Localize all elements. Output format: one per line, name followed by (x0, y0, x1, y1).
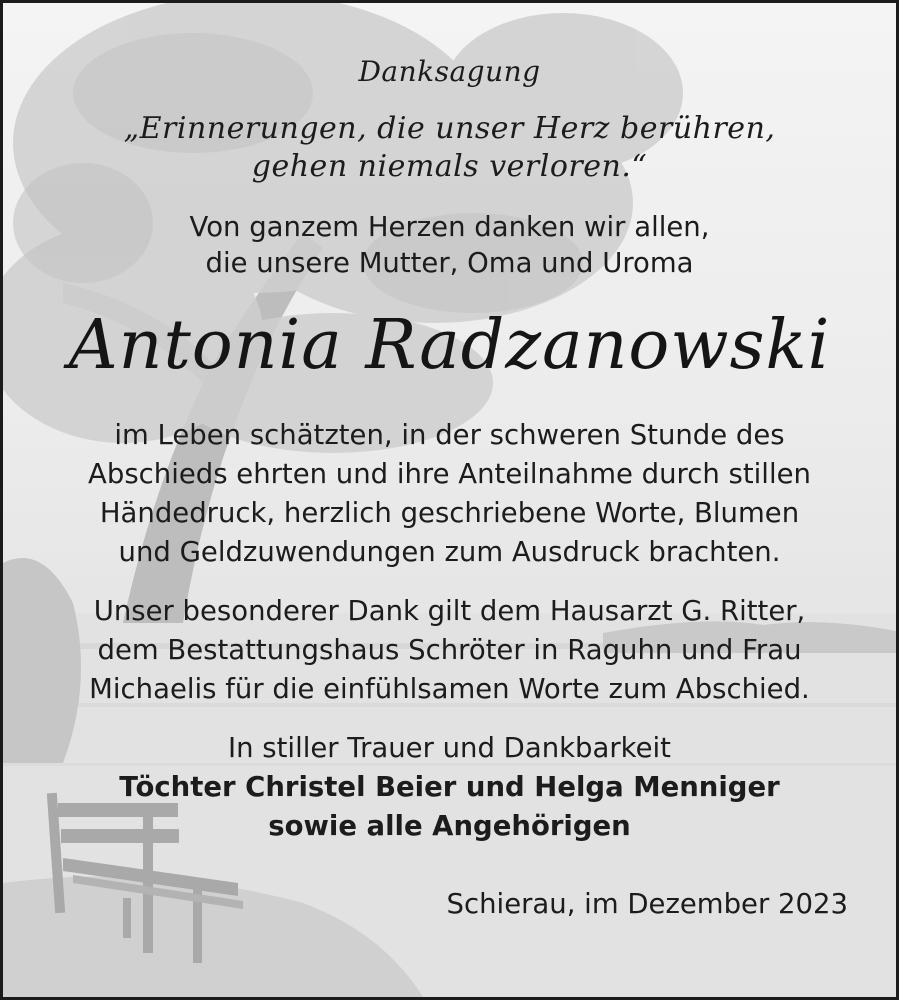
thanks-line-3: Michaelis für die einfühlsamen Worte zum Abschied. (89, 673, 810, 705)
signature-line-1: Töchter Christel Beier und Helga Menniger (119, 771, 780, 803)
signature-line-2: sowie alle Angehörigen (268, 810, 631, 842)
thanks-line-1: Unser besonderer Dank gilt dem Hausarzt G. Ritter, (93, 595, 806, 627)
quote-line-1: „Erinnerungen, die unser Herz berühren, (123, 111, 776, 146)
intro-line-1: Von ganzem Herzen danken wir allen, (189, 211, 710, 243)
notice-text (3, 3, 896, 997)
body-line-3: Händedruck, herzlich geschriebene Worte, Blumen (99, 497, 800, 529)
intro-line-2: die unsere Mutter, Oma und Uroma (205, 247, 694, 279)
deceased-name: Antonia Radzanowski (68, 306, 831, 385)
heading: Danksagung (358, 55, 541, 88)
quote-line-2: gehen niemals verloren.“ (251, 149, 648, 184)
body-line-2: Abschieds ehrten und ihre Anteilnahme durch stillen (88, 458, 811, 490)
place-date: Schierau, im Dezember 2023 (446, 888, 848, 920)
thanks-line-2: dem Bestattungshaus Schröter in Raguhn und Frau (97, 634, 802, 666)
closing-line: In stiller Trauer und Dankbarkeit (228, 732, 671, 764)
body-line-4: und Geldzuwendungen zum Ausdruck brachten. (118, 536, 781, 568)
body-line-1: im Leben schätzten, in der schweren Stunde des (114, 419, 785, 451)
